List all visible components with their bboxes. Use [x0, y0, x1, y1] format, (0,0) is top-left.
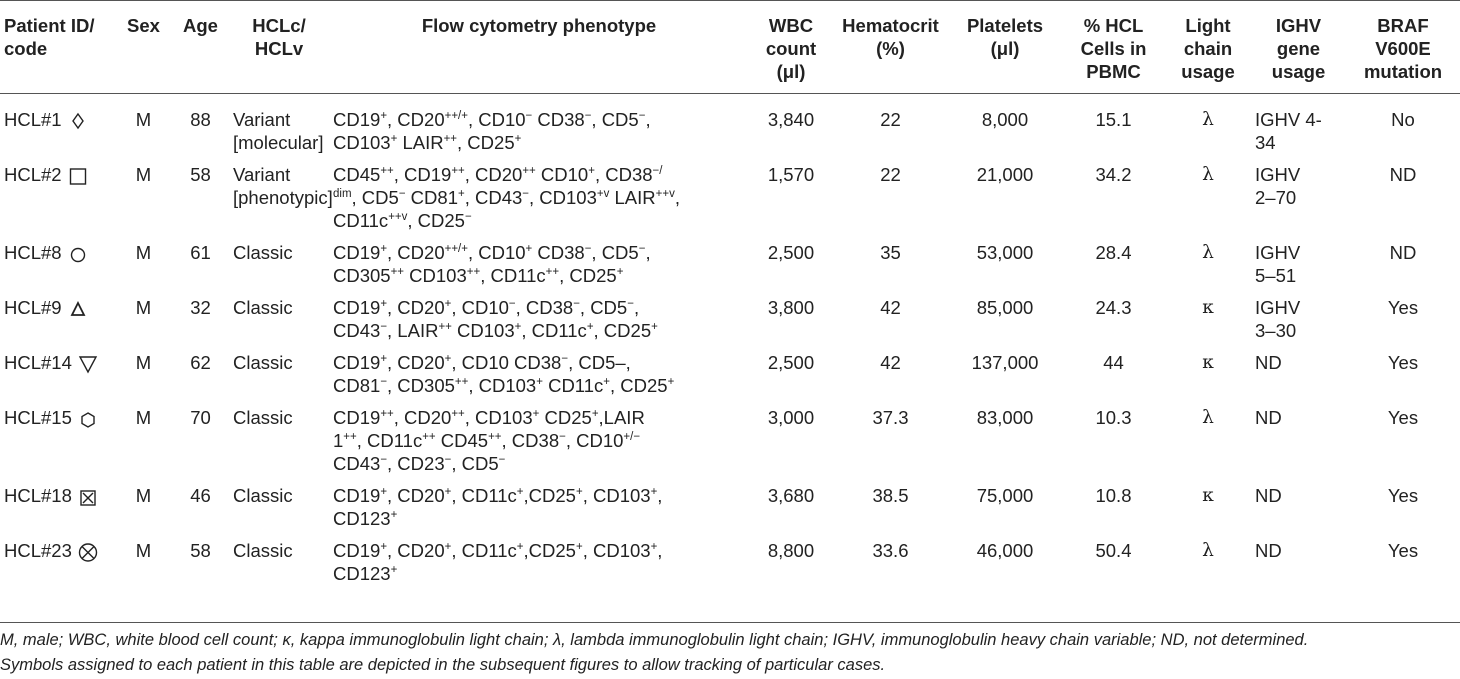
- cell-hcl-cells: 10.3: [1095, 407, 1132, 428]
- cell-light-chain: λ: [1202, 540, 1214, 561]
- marker-expression-superscript: +: [380, 298, 388, 310]
- marker-expression-superscript: −: [444, 454, 452, 466]
- header-label-line: mutation: [1363, 61, 1443, 82]
- header-label-line: % HCL: [1083, 15, 1144, 36]
- hexagon-outline-icon: [78, 409, 98, 429]
- marker-expression-superscript: +: [651, 321, 658, 333]
- marker-expression-superscript: +: [525, 243, 533, 255]
- cell-light-chain: λ: [1202, 407, 1214, 428]
- marker-expression-superscript: ++: [454, 376, 469, 388]
- cell-braf: No: [1391, 109, 1415, 130]
- cell-age: 58: [190, 164, 211, 185]
- header-label-line: Platelets: [966, 15, 1044, 36]
- cell-sex: M: [135, 164, 152, 185]
- cell-phenotype: CD19+, CD20++/+, CD10+ CD38−, CD5−, CD305++ CD103++, CD11c++, CD25+: [333, 242, 651, 286]
- cell-patient-id: [0, 475, 115, 530]
- marker-expression-superscript: +: [390, 509, 398, 521]
- cell-line: IGHV: [1255, 297, 1301, 318]
- marker-expression-superscript: +: [575, 541, 583, 553]
- cell-line: Variant: [233, 164, 291, 185]
- marker-expression-superscript: −: [559, 431, 566, 443]
- cell-hcl-cells: 10.8: [1095, 485, 1132, 506]
- cell-age: 62: [190, 352, 211, 373]
- cell-hematocrit: 37.3: [872, 407, 909, 428]
- cell-hcl-cells: 44: [1103, 352, 1124, 373]
- marker-expression-superscript: +: [444, 541, 452, 553]
- marker-expression-superscript: −: [508, 298, 516, 310]
- cell-ighv: [1251, 232, 1346, 287]
- marker-expression-superscript: ++v: [388, 211, 408, 223]
- header-hcl-cells: [1062, 1, 1165, 94]
- diamond-outline-icon: [68, 111, 88, 131]
- table-row: [0, 397, 1460, 475]
- cell-light-chain: κ: [1202, 297, 1214, 318]
- marker-expression-superscript: ++: [488, 431, 502, 443]
- cell-patient-id: [0, 397, 115, 475]
- table-row: [0, 232, 1460, 287]
- header-age: [172, 1, 229, 94]
- marker-expression-superscript: +: [516, 541, 524, 553]
- cell-hcl-type: [229, 154, 333, 232]
- cell-ighv: [1251, 154, 1346, 232]
- header-label-line: Flow cytometry phenotype: [421, 15, 657, 36]
- cell-light-chain: κ: [1202, 352, 1214, 373]
- header-label-line: Light: [1185, 15, 1231, 36]
- cell-line: ND: [1255, 407, 1282, 428]
- marker-expression-superscript: +: [650, 541, 658, 553]
- cell-line: 3–30: [1255, 320, 1297, 341]
- header-label-line: chain: [1183, 38, 1233, 59]
- marker-expression-superscript: ++v: [655, 188, 675, 200]
- header-phenotype: [329, 1, 749, 94]
- marker-expression-superscript: +: [390, 133, 398, 145]
- marker-expression-superscript: +: [667, 376, 675, 388]
- header-label-line: count: [765, 38, 817, 59]
- marker-expression-superscript: −: [627, 298, 634, 310]
- marker-expression-superscript: dim: [333, 188, 352, 200]
- header-ighv: [1251, 1, 1346, 94]
- header-label-line: (μl): [776, 61, 806, 82]
- cell-platelets: 8,000: [981, 109, 1029, 130]
- marker-expression-superscript: ++: [443, 133, 458, 145]
- cell-hcl-cells: 15.1: [1095, 109, 1132, 130]
- marker-expression-superscript: −/: [652, 165, 663, 177]
- marker-expression-superscript: ++: [343, 431, 357, 443]
- patient-id-text: HCL#1: [4, 109, 62, 130]
- marker-expression-superscript: +: [536, 376, 543, 388]
- cell-patient-id: [0, 342, 115, 397]
- cell-line: Variant: [233, 109, 291, 130]
- patient-id-text: HCL#9: [4, 297, 62, 318]
- cell-patient-id: [0, 287, 115, 342]
- cell-ighv: [1251, 287, 1346, 342]
- table-body: [0, 94, 1460, 586]
- cell-age: 32: [190, 297, 211, 318]
- header-hematocrit: [833, 1, 948, 94]
- cell-platelets: 21,000: [976, 164, 1034, 185]
- cell-wbc: 3,840: [767, 109, 815, 130]
- marker-expression-superscript: +: [532, 408, 540, 420]
- cell-sex: M: [135, 407, 152, 428]
- cell-phenotype: CD19+, CD20+, CD10−, CD38−, CD5−, CD43−, LAIR++ CD103+, CD11c+, CD25+: [333, 297, 658, 341]
- cell-hematocrit: 22: [880, 164, 901, 185]
- delta-icon: [68, 299, 88, 319]
- cell-platelets: 137,000: [971, 352, 1039, 373]
- header-label-line: HCLc/: [252, 15, 306, 36]
- header-label-line: usage: [1271, 61, 1326, 82]
- marker-expression-superscript: −: [525, 110, 533, 122]
- cell-ighv: [1251, 530, 1346, 585]
- patient-id-text: HCL#8: [4, 242, 62, 263]
- cell-braf: Yes: [1387, 485, 1419, 506]
- marker-expression-superscript: +: [514, 133, 522, 145]
- header-wbc: [749, 1, 833, 94]
- patient-id-text: HCL#18: [4, 485, 72, 506]
- marker-expression-superscript: −: [584, 243, 592, 255]
- cell-wbc: 3,800: [767, 297, 815, 318]
- marker-expression-superscript: +: [516, 486, 524, 498]
- patient-id-text: HCL#15: [4, 407, 72, 428]
- cell-hcl-type: [229, 232, 329, 287]
- marker-expression-superscript: +: [380, 541, 388, 553]
- marker-expression-superscript: −: [498, 454, 506, 466]
- cell-line: Classic: [233, 297, 293, 318]
- cell-light-chain: λ: [1202, 164, 1214, 185]
- marker-expression-superscript: ++/+: [444, 110, 468, 122]
- cell-line: 34: [1255, 132, 1276, 153]
- header-label-line: Hematocrit: [842, 15, 939, 36]
- marker-expression-superscript: +: [650, 486, 658, 498]
- cell-hcl-type: [229, 342, 329, 397]
- cell-wbc: 1,570: [767, 164, 815, 185]
- cell-ighv: [1251, 94, 1346, 155]
- header-label-line: V600E: [1375, 38, 1431, 59]
- cell-hcl-type: [229, 287, 329, 342]
- cell-platelets: 83,000: [976, 407, 1034, 428]
- cell-braf: ND: [1389, 242, 1417, 263]
- cell-hcl-cells: 24.3: [1095, 297, 1132, 318]
- cell-hematocrit: 22: [880, 109, 901, 130]
- marker-expression-superscript: ++: [422, 431, 436, 443]
- header-label-line: Cells in: [1080, 38, 1147, 59]
- cell-phenotype: CD19++, CD20++, CD103+ CD25+,LAIR 1++, CD11c++ CD45++, CD38−, CD10+/− CD43−, CD23−, CD5−: [333, 407, 645, 474]
- header-label-line: IGHV: [1275, 15, 1322, 36]
- cell-hcl-cells: 34.2: [1095, 164, 1132, 185]
- footnote-line: M, male; WBC, white blood cell count; κ, kappa immunoglobulin light chain; λ, lambda immunoglobulin light chain; IGHV, immunoglobulin heavy chain variable; ND, not determined.: [0, 631, 1309, 649]
- cell-hcl-cells: 28.4: [1095, 242, 1132, 263]
- cell-sex: M: [135, 242, 152, 263]
- marker-expression-superscript: −: [638, 243, 646, 255]
- cell-braf: Yes: [1387, 540, 1419, 561]
- marker-expression-superscript: +: [444, 486, 452, 498]
- marker-expression-superscript: +: [603, 376, 610, 388]
- marker-expression-superscript: +: [588, 165, 595, 177]
- cell-phenotype: CD19+, CD20+, CD10 CD38−, CD5–, CD81−, CD305++, CD103+ CD11c+, CD25+: [333, 352, 675, 396]
- cell-wbc: 3,680: [767, 485, 815, 506]
- cell-line: 2–70: [1255, 187, 1297, 208]
- cell-ighv: [1251, 475, 1346, 530]
- marker-expression-superscript: −: [380, 454, 388, 466]
- cell-phenotype: CD19+, CD20+, CD11c+,CD25+, CD103+, CD123+: [333, 485, 663, 529]
- cell-wbc: 8,800: [767, 540, 815, 561]
- cell-sex: M: [135, 297, 152, 318]
- cell-phenotype: CD45++, CD19++, CD20++ CD10+, CD38−/ $^{dim}$, CD5− CD81+, CD43−, $CD103^{+v}$ $LAIR^{++v}$, $CD11c^{++v}$, CD25−: [333, 164, 680, 231]
- cell-sex: M: [135, 352, 152, 373]
- cell-patient-id: [0, 94, 115, 155]
- cell-braf: Yes: [1387, 352, 1419, 373]
- cell-hematocrit: 42: [880, 297, 901, 318]
- header-sex: [115, 1, 172, 94]
- header-label-line: Patient ID/: [4, 15, 95, 36]
- cell-line: [molecular]: [233, 132, 324, 153]
- marker-expression-superscript: +: [591, 408, 599, 420]
- header-row: [0, 1, 1460, 94]
- table-row: [0, 475, 1460, 530]
- down-triangle-outline-icon: [78, 354, 98, 374]
- marker-expression-superscript: ++: [545, 266, 560, 278]
- marker-expression-superscript: +: [444, 298, 452, 310]
- cell-patient-id: [0, 530, 115, 585]
- marker-expression-superscript: ++: [380, 408, 394, 420]
- cell-age: 70: [190, 407, 211, 428]
- table-row: [0, 154, 1460, 232]
- cell-hcl-type: [229, 530, 329, 585]
- cell-line: Classic: [233, 407, 293, 428]
- header-label-line: BRAF: [1377, 15, 1429, 36]
- cell-hcl-type: [229, 475, 329, 530]
- marker-expression-superscript: ++: [466, 266, 481, 278]
- header-braf: [1346, 1, 1460, 94]
- cell-line: IGHV: [1255, 164, 1301, 185]
- patient-id-text: HCL#2: [4, 164, 62, 185]
- marker-expression-superscript: −: [561, 353, 569, 365]
- cell-ighv: [1251, 342, 1346, 397]
- header-label-line: (%): [876, 38, 905, 59]
- marker-expression-superscript: +: [380, 243, 388, 255]
- cell-hematocrit: 33.6: [872, 540, 909, 561]
- marker-expression-superscript: +: [575, 486, 583, 498]
- table-row: [0, 342, 1460, 397]
- header-label-line: HCLv: [254, 38, 304, 59]
- cell-wbc: 2,500: [767, 242, 815, 263]
- marker-expression-superscript: +: [380, 486, 388, 498]
- marker-expression-superscript: +v: [596, 188, 610, 200]
- cell-hematocrit: 38.5: [872, 485, 909, 506]
- cell-line: IGHV: [1255, 242, 1301, 263]
- marker-expression-superscript: +: [390, 564, 398, 576]
- boxed-x-icon: [78, 487, 98, 507]
- cell-line: [phenotypic]: [233, 187, 333, 208]
- marker-expression-superscript: ++: [438, 321, 452, 333]
- cell-line: 5–51: [1255, 265, 1297, 286]
- circle-outline-icon: [68, 244, 88, 264]
- marker-expression-superscript: ++: [451, 408, 465, 420]
- marker-expression-superscript: +: [380, 110, 388, 122]
- cell-line: Classic: [233, 485, 293, 506]
- marker-expression-superscript: +: [586, 321, 594, 333]
- header-label-line: Sex: [127, 15, 160, 36]
- marker-expression-superscript: −: [573, 298, 580, 310]
- cell-sex: M: [135, 485, 152, 506]
- cell-line: Classic: [233, 352, 293, 373]
- patient-id-text: HCL#14: [4, 352, 72, 373]
- cell-hematocrit: 35: [880, 242, 901, 263]
- marker-expression-superscript: ++: [390, 266, 405, 278]
- marker-expression-superscript: −: [380, 321, 388, 333]
- cell-hcl-type: [229, 94, 329, 155]
- marker-expression-superscript: −: [522, 188, 530, 200]
- cell-line: Classic: [233, 540, 293, 561]
- cell-line: Classic: [233, 242, 293, 263]
- cell-age: 88: [190, 109, 211, 130]
- cell-wbc: 3,000: [767, 407, 815, 428]
- cell-age: 58: [190, 540, 211, 561]
- cell-ighv: [1251, 397, 1346, 475]
- cell-age: 61: [190, 242, 211, 263]
- marker-expression-superscript: −: [464, 211, 472, 223]
- marker-expression-superscript: +/−: [623, 431, 641, 443]
- cell-wbc: 2,500: [767, 352, 815, 373]
- header-label-line: code: [4, 38, 48, 59]
- cell-hematocrit: 42: [880, 352, 901, 373]
- cell-hcl-cells: 50.4: [1095, 540, 1132, 561]
- footnote-line: Symbols assigned to each patient in this table are depicted in the subsequent figures to allow tracking of particular cases.: [0, 656, 886, 674]
- cell-age: 46: [190, 485, 211, 506]
- marker-expression-superscript: +: [380, 353, 388, 365]
- header-hcl-type: [229, 1, 329, 94]
- marker-expression-superscript: −: [638, 110, 646, 122]
- marker-expression-superscript: −: [398, 188, 406, 200]
- cell-platelets: 85,000: [976, 297, 1034, 318]
- cell-light-chain: λ: [1202, 242, 1214, 263]
- marker-expression-superscript: ++: [380, 165, 394, 177]
- cell-light-chain: κ: [1202, 485, 1214, 506]
- cell-line: ND: [1255, 352, 1282, 373]
- circled-x-icon: [78, 542, 98, 562]
- marker-expression-superscript: +: [514, 321, 522, 333]
- marker-expression-superscript: −: [380, 376, 388, 388]
- header-label-line: WBC: [768, 15, 814, 36]
- cell-braf: Yes: [1387, 407, 1419, 428]
- marker-expression-superscript: −: [584, 110, 592, 122]
- marker-expression-superscript: +: [616, 266, 624, 278]
- table-footnote: [0, 622, 1460, 678]
- cell-sex: M: [135, 109, 152, 130]
- patient-id-text: HCL#23: [4, 540, 72, 561]
- marker-expression-superscript: +: [444, 353, 452, 365]
- header-label-line: Age: [183, 15, 218, 36]
- cell-line: IGHV 4-: [1255, 109, 1322, 130]
- marker-expression-superscript: +: [458, 188, 465, 200]
- header-label-line: PBMC: [1086, 61, 1141, 82]
- cell-sex: M: [135, 540, 152, 561]
- cell-braf: Yes: [1387, 297, 1419, 318]
- cell-line: ND: [1255, 540, 1282, 561]
- cell-patient-id: [0, 154, 115, 232]
- header-label-line: gene: [1276, 38, 1321, 59]
- header-label-line: (μl): [990, 38, 1020, 59]
- cell-platelets: 46,000: [976, 540, 1034, 561]
- cell-phenotype: CD19+, CD20++/+, CD10− CD38−, CD5−, CD103+ LAIR++, CD25+: [333, 109, 651, 153]
- cell-line: ND: [1255, 485, 1282, 506]
- cell-hcl-type: [229, 397, 329, 475]
- cell-platelets: 53,000: [976, 242, 1034, 263]
- table-row: [0, 94, 1460, 155]
- header-platelets: [948, 1, 1062, 94]
- header-light-chain: [1165, 1, 1251, 94]
- cell-patient-id: [0, 232, 115, 287]
- marker-expression-superscript: ++: [522, 165, 536, 177]
- cell-platelets: 75,000: [976, 485, 1034, 506]
- square-outline-icon: [68, 166, 88, 186]
- table-row: [0, 530, 1460, 585]
- table-row: [0, 287, 1460, 342]
- cell-light-chain: λ: [1202, 109, 1214, 130]
- header-label-line: usage: [1181, 61, 1235, 82]
- marker-expression-superscript: ++: [451, 165, 465, 177]
- cell-braf: ND: [1389, 164, 1417, 185]
- marker-expression-superscript: ++/+: [444, 243, 468, 255]
- header-patient-id: [0, 1, 115, 94]
- cell-phenotype: CD19+, CD20+, CD11c+,CD25+, CD103+, CD123+: [333, 540, 663, 584]
